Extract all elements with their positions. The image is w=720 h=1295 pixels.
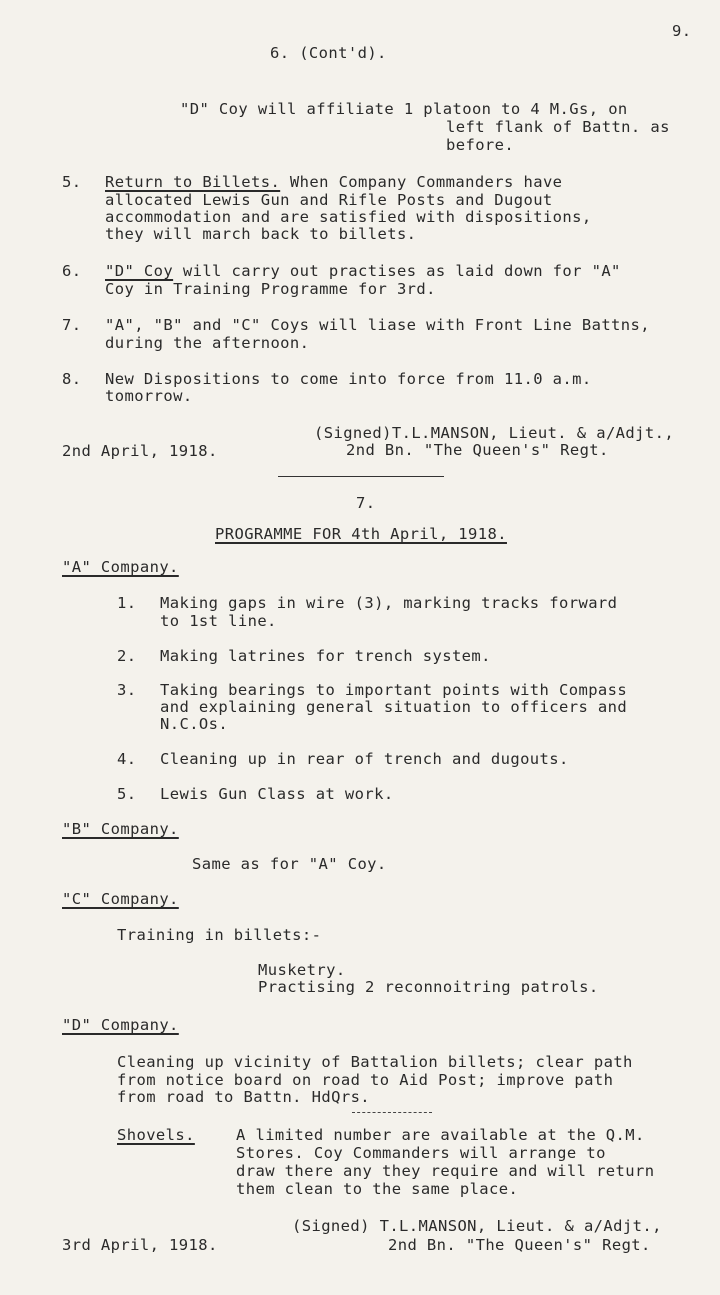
item-6-first-rest: will carry out practises as laid down for "A" bbox=[173, 262, 621, 280]
item-5-line-2: allocated Lewis Gun and Rifle Posts and Dugout bbox=[105, 191, 553, 209]
a-item-1-number: 1. bbox=[117, 594, 137, 612]
a-item-3-number: 3. bbox=[117, 681, 137, 699]
item-6-number: 6. bbox=[62, 262, 82, 280]
item-6-line-2: Coy in Training Programme for 3rd. bbox=[105, 280, 436, 298]
item-7-number: 7. bbox=[62, 316, 82, 334]
item-6-first-line bbox=[105, 262, 621, 280]
shovels-label: Shovels. bbox=[117, 1126, 195, 1144]
a-item-5-number: 5. bbox=[117, 785, 137, 803]
d-company-line-2: from notice board on road to Aid Post; improve path bbox=[117, 1071, 614, 1089]
d-coy-affiliate-line-2: left flank of Battn. as bbox=[446, 118, 670, 136]
page-number: 9. bbox=[672, 22, 692, 40]
shovels-line-2: Stores. Coy Commanders will arrange to bbox=[236, 1144, 606, 1162]
d-company-line-3: from road to Battn. HdQrs. bbox=[117, 1088, 371, 1106]
b-company-text: Same as for "A" Coy. bbox=[192, 855, 387, 873]
c-company-sub-2: Practising 2 reconnoitring patrols. bbox=[258, 978, 599, 996]
a-company-heading: "A" Company. bbox=[62, 558, 179, 576]
item-7-line-1: "A", "B" and "C" Coys will liase with Front Line Battns, bbox=[105, 316, 650, 334]
section-divider bbox=[278, 476, 444, 477]
a-item-3-line-2: and explaining general situation to officers and bbox=[160, 698, 628, 716]
c-company-heading: "C" Company. bbox=[62, 890, 179, 908]
item-8-line-1: New Dispositions to come into force from 11.0 a.m. bbox=[105, 370, 592, 388]
item-5-first-line bbox=[105, 173, 562, 191]
a-item-4-line-1: Cleaning up in rear of trench and dugouts. bbox=[160, 750, 569, 768]
a-item-1-line-2: to 1st line. bbox=[160, 612, 277, 630]
section-6-heading: 6. (Cont'd). bbox=[270, 44, 387, 62]
c-company-text: Training in billets:- bbox=[117, 926, 322, 944]
dashed-divider bbox=[352, 1112, 432, 1113]
d-coy-affiliate-line-1: "D" Coy will affiliate 1 platoon to 4 M.Gs, on bbox=[180, 100, 628, 118]
section-7-heading: 7. bbox=[356, 494, 376, 512]
item-8-number: 8. bbox=[62, 370, 82, 388]
signature-1-date: 2nd April, 1918. bbox=[62, 442, 218, 460]
signature-2-date: 3rd April, 1918. bbox=[62, 1236, 218, 1254]
a-item-1-line-1: Making gaps in wire (3), marking tracks forward bbox=[160, 594, 618, 612]
c-company-sub-1: Musketry. bbox=[258, 961, 346, 979]
item-6-title: "D" Coy bbox=[105, 262, 174, 280]
signature-2-line-2: 2nd Bn. "The Queen's" Regt. bbox=[388, 1236, 651, 1254]
signature-2-line-1: (Signed) T.L.MANSON, Lieut. & a/Adjt., bbox=[292, 1217, 662, 1235]
d-coy-affiliate-line-3: before. bbox=[446, 136, 515, 154]
signature-1-line-1: (Signed)T.L.MANSON, Lieut. & a/Adjt., bbox=[314, 424, 675, 442]
a-item-2-number: 2. bbox=[117, 647, 137, 665]
a-item-3-line-3: N.C.Os. bbox=[160, 715, 229, 733]
d-company-heading: "D" Company. bbox=[62, 1016, 179, 1034]
programme-title: PROGRAMME FOR 4th April, 1918. bbox=[215, 525, 507, 543]
item-5-line-4: they will march back to billets. bbox=[105, 225, 417, 243]
item-8-line-2: tomorrow. bbox=[105, 387, 193, 405]
d-company-line-1: Cleaning up vicinity of Battalion billets; clear path bbox=[117, 1053, 633, 1071]
signature-1-line-2: 2nd Bn. "The Queen's" Regt. bbox=[346, 441, 609, 459]
b-company-heading: "B" Company. bbox=[62, 820, 179, 838]
item-5-number: 5. bbox=[62, 173, 82, 191]
item-5-line-3: accommodation and are satisfied with dispositions, bbox=[105, 208, 592, 226]
item-5-title: Return to Billets. bbox=[105, 173, 281, 191]
item-7-line-2: during the afternoon. bbox=[105, 334, 310, 352]
a-item-3-line-1: Taking bearings to important points with Compass bbox=[160, 681, 628, 699]
shovels-line-1: A limited number are available at the Q.M. bbox=[236, 1126, 645, 1144]
a-item-5-line-1: Lewis Gun Class at work. bbox=[160, 785, 394, 803]
a-item-4-number: 4. bbox=[117, 750, 137, 768]
a-item-2-line-1: Making latrines for trench system. bbox=[160, 647, 491, 665]
shovels-line-4: them clean to the same place. bbox=[236, 1180, 519, 1198]
item-5-first-rest: When Company Commanders have bbox=[280, 173, 563, 191]
shovels-line-3: draw there any they require and will return bbox=[236, 1162, 655, 1180]
